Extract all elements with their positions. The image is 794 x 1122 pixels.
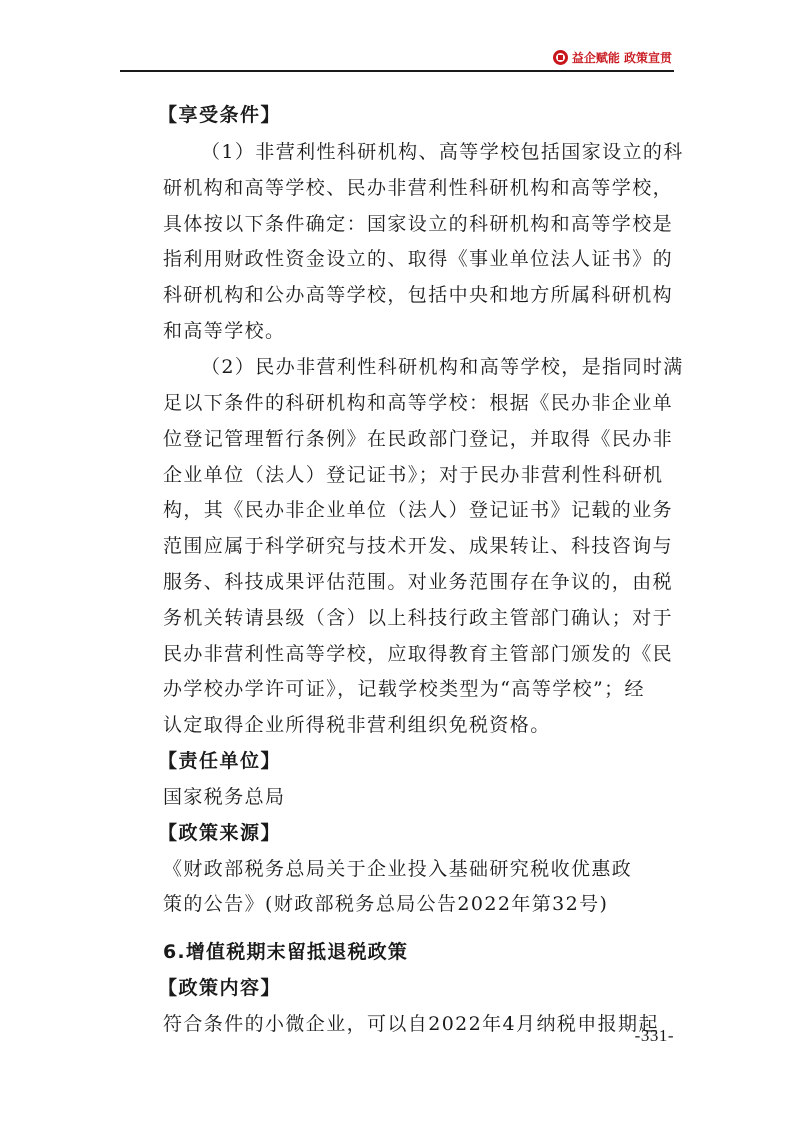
text-line: 办学校办学许可证》，记载学校类型为“高等学校”；经 (163, 678, 645, 700)
text-line: 和高等学校。 (163, 320, 286, 342)
heading-conditions: 【享受条件】 (158, 104, 282, 126)
brand-name: 益企赋能 政策宣贯 (571, 51, 672, 65)
text-line: 科研机构和公办高等学校，包括中央和地方所属科研机构 (163, 284, 674, 306)
text-line: 务机关转请县级（含）以上科技行政主管部门确认；对于 (163, 607, 674, 629)
text-line: 《财政部税务总局关于企业投入基础研究税收优惠政 (163, 858, 633, 880)
text-line: 认定取得企业所得税非营利组织免税资格。 (163, 714, 551, 736)
heading-policy-content: 【政策内容】 (158, 977, 282, 999)
text-line: 具体按以下条件确定：国家设立的科研机构和高等学校是 (163, 213, 674, 235)
heading-responsible-unit: 【责任单位】 (158, 750, 282, 772)
text-line: 民办非营利性高等学校，应取得教育主管部门颁发的《民 (163, 643, 674, 665)
text-line: 足以下条件的科研机构和高等学校：根据《民办非企业单 (163, 392, 674, 414)
text-line: 服务、科技成果评估范围。对业务范围存在争议的，由税 (163, 571, 674, 593)
page-number: -331- (634, 1026, 674, 1045)
text-line: 企业单位（法人）登记证书》；对于民办非营利性科研机 (163, 464, 664, 486)
text-line: 国家税务总局 (163, 786, 286, 808)
text-line: 范围应属于科学研究与技术开发、成果转让、科技咨询与 (163, 535, 674, 557)
text-line: 构，其《民办非企业单位（法人）登记证书》记载的业务 (163, 499, 674, 521)
text-line: 研机构和高等学校、民办非营利性科研机构和高等学校， (163, 177, 674, 199)
section-title: 6.增值税期末留抵退税政策 (163, 941, 409, 963)
text-line: 位登记管理暂行条例》在民政部门登记，并取得《民办非 (163, 428, 674, 450)
heading-policy-source: 【政策来源】 (158, 822, 282, 844)
text-line: 符合条件的小微企业，可以自2022年4月纳税申报期起 (163, 1013, 659, 1035)
text-line: （2）民办非营利性科研机构和高等学校，是指同时满 (201, 356, 684, 378)
text-line: （1）非营利性科研机构、高等学校包括国家设立的科 (201, 141, 684, 163)
text-line: 策的公告》(财政部税务总局公告2022年第32号) (163, 893, 609, 915)
text-line: 指利用财政性资金设立的、取得《事业单位法人证书》的 (163, 248, 674, 270)
